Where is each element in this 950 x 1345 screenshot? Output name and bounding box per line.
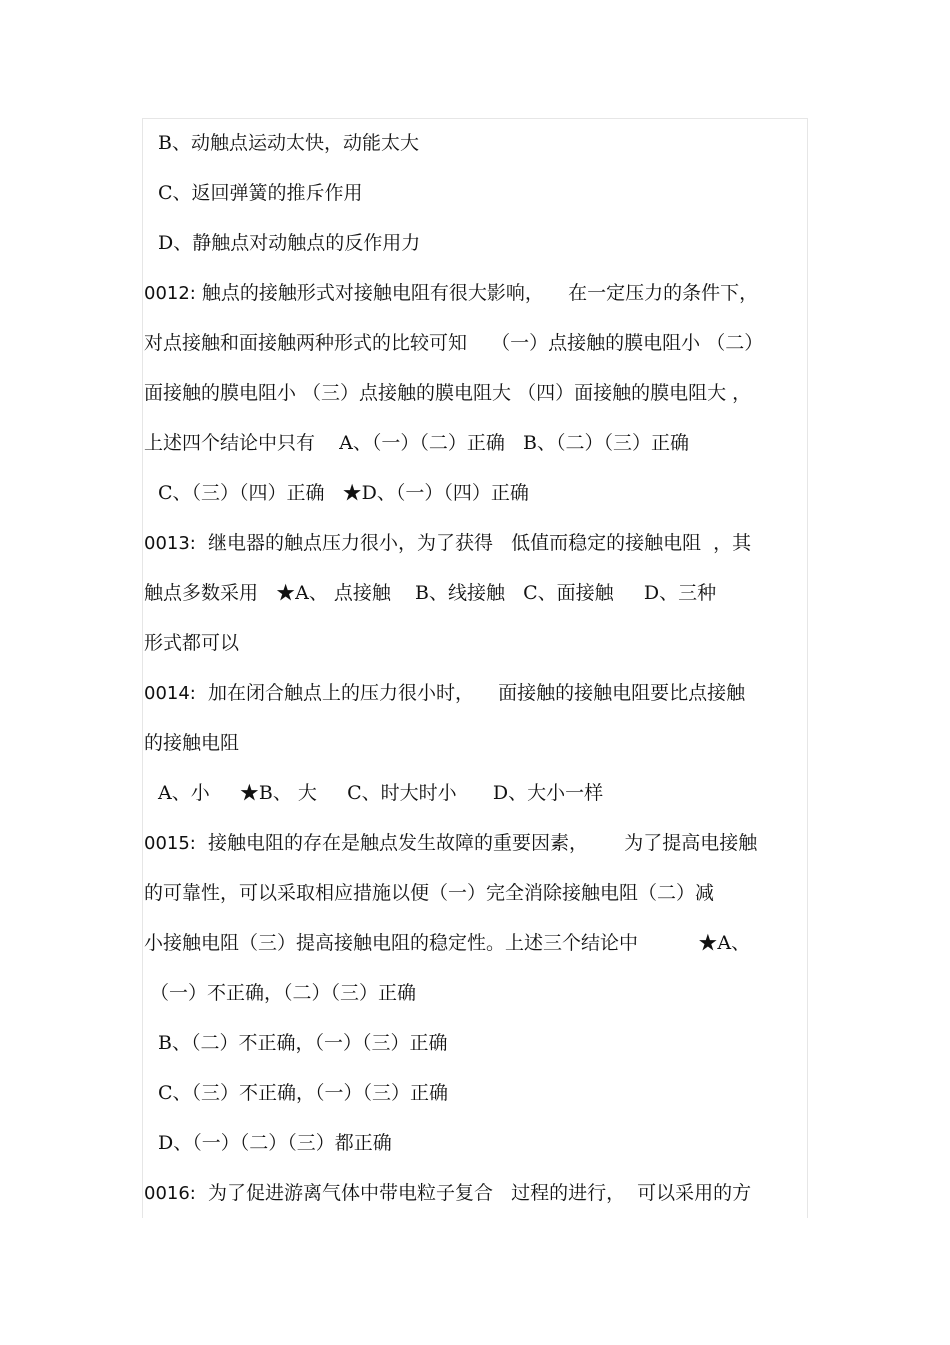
question-number: 0013:	[144, 533, 196, 554]
question-line	[144, 818, 808, 868]
question-number: 0015:	[144, 833, 196, 854]
text-line: B、（二）不正确，（一）（三）正确	[158, 1032, 448, 1054]
text-line: 对点接触和面接触两种形式的比较可知 （一）点接触的膜电阻小 （二）	[144, 332, 764, 354]
text-line: 的接触电阻	[144, 732, 240, 754]
question-line	[144, 668, 808, 718]
question-text: 继电器的触点压力很小，为了获得 低值而稳定的接触电阻 ，其	[195, 532, 752, 554]
question-number: 0016:	[144, 1183, 196, 1204]
question-text: 加在闭合触点上的压力很小时， 面接触的接触电阻要比点接触	[195, 682, 746, 704]
text-line: D、（一）（二）（三）都正确	[158, 1132, 392, 1154]
document-content	[144, 118, 808, 1218]
question-line	[144, 268, 808, 318]
text-line: （一）不正确，（二）（三）正确	[150, 982, 417, 1004]
question-number: 0012:	[144, 283, 196, 304]
text-line: 小接触电阻（三）提高接触电阻的稳定性。上述三个结论中 ★A、	[144, 932, 751, 954]
text-line: C、（三）（四）正确 ★D、（一）（四）正确	[158, 482, 529, 504]
text-line: C、返回弹簧的推斥作用	[158, 182, 363, 204]
question-number: 0014:	[144, 683, 196, 704]
question-text: 接触电阻的存在是触点发生故障的重要因素， 为了提高电接触	[195, 832, 758, 854]
question-line	[144, 518, 808, 568]
text-line: 的可靠性，可以采取相应措施以便（一）完全消除接触电阻（二）减	[144, 882, 715, 904]
text-line: D、静触点对动触点的反作用力	[158, 232, 421, 254]
question-text: 触点的接触形式对接触电阻有很大影响， 在一定压力的条件下，	[195, 282, 759, 304]
text-line: A、小 ★B、 大 C、时大时小 D、大小一样	[158, 782, 604, 804]
text-line: 形式都可以	[144, 632, 240, 654]
text-line: 触点多数采用 ★A、 点接触 B、线接触 C、面接触 D、三种	[144, 582, 717, 604]
text-line: 面接触的膜电阻小 （三）点接触的膜电阻大 （四）面接触的膜电阻大 ，	[144, 382, 752, 404]
text-line: B、动触点运动太快，动能太大	[158, 132, 419, 154]
question-line	[144, 1168, 808, 1218]
question-text: 为了促进游离气体中带电粒子复合 过程的进行， 可以采用的方	[195, 1182, 752, 1204]
text-line: C、（三）不正确，（一）（三）正确	[158, 1082, 449, 1104]
text-line: 上述四个结论中只有 A、（一）（二）正确 B、（二）（三）正确	[144, 432, 689, 454]
